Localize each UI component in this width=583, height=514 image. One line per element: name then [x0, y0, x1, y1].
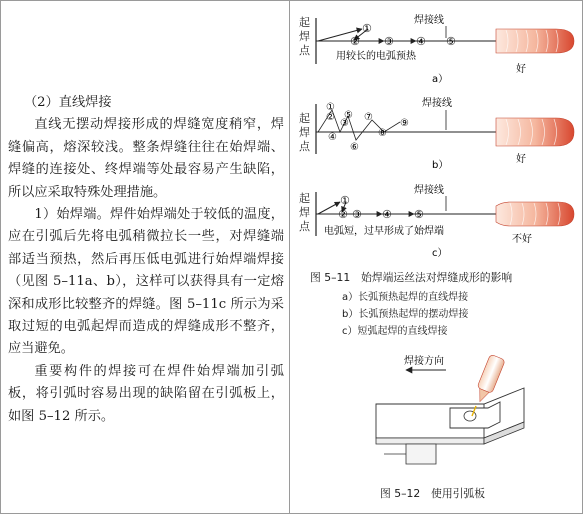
paragraph-1: 直线无摆动焊接形成的焊缝宽度稍窄，焊缝偏高，熔深较浅。整条焊缝往往在始焊端、焊缝的连接处、终焊端等处最容易产生缺陷，所以应采取特殊处理措施。: [8, 117, 284, 200]
column-divider: [289, 0, 290, 514]
start-label-b-2: 焊: [299, 126, 310, 139]
figure-5-11-caption: 图 5–11 始焊端运丝法对焊缝成形的影响: [310, 271, 513, 284]
step-4-b: ④: [328, 132, 337, 143]
step-4-a: ④: [416, 35, 426, 48]
good-label-a: 好: [516, 64, 526, 75]
step-5-b: ⑤: [344, 110, 353, 121]
direction-label: 焊接方向: [404, 356, 444, 367]
step-3-b: ③: [340, 118, 349, 129]
step-1-a: ①: [362, 22, 372, 35]
letter-b: b）: [432, 160, 449, 171]
step-3-c: ③: [352, 208, 362, 221]
figure-5-11-sub-a: a）长弧预热起焊的直线焊接: [342, 292, 469, 303]
step-7-b: ⑦: [364, 112, 373, 123]
figure-5-11-sub-b: b）长弧预热起焊的摆动焊接: [342, 309, 469, 320]
figure-5-11: [296, 4, 580, 262]
step-1-c: ①: [340, 194, 350, 207]
start-label-c-3: 点: [299, 220, 310, 233]
step-2-c: ②: [338, 208, 348, 221]
note-c: 电弧短，过早形成了始焊端: [324, 226, 444, 237]
figure-c: [299, 183, 574, 259]
step-6-b: ⑥: [350, 142, 359, 153]
step-2-b: ②: [326, 112, 335, 123]
step-9-b: ⑨: [400, 118, 409, 129]
step-5-a: ⑤: [446, 35, 456, 48]
weld-line-label-c: 焊接线: [414, 185, 444, 196]
paragraph-3: 重要构件的焊接可在焊件始焊端加引弧板，将引弧时容易出现的缺陷留在引弧板上，如图 5–12 所示。: [8, 363, 284, 424]
section-heading: （2）直线焊接: [24, 95, 112, 110]
step-1-b: ①: [326, 102, 335, 113]
start-label-b-1: 起: [299, 112, 310, 125]
weld-line-label-b: 焊接线: [422, 98, 452, 109]
step-5-c: ⑤: [414, 208, 424, 221]
text-column: [8, 92, 284, 428]
start-label-a-1: 起: [299, 16, 310, 29]
good-label-b: 好: [516, 154, 526, 165]
figure-5-12: [366, 352, 536, 480]
figure-b: [299, 96, 574, 171]
step-2-a: ②: [350, 35, 360, 48]
note-a: 用较长的电弧预热: [336, 51, 416, 62]
start-label-a-3: 点: [299, 44, 310, 57]
bad-label-c: 不好: [512, 234, 532, 245]
start-label-c-1: 起: [299, 192, 310, 205]
figure-a: [299, 13, 574, 85]
start-label-b-3: 点: [299, 140, 310, 153]
letter-a: a）: [432, 74, 449, 85]
paragraph-2: 1）始焊端。焊件始焊端处于较低的温度，应在引弧后先将电弧稍微拉长一些，对焊缝端部适当预热，然后再压低电弧进行始焊端焊接（见图 5–11a、b），这样可以获得具有一定熔深和成形比较整齐的焊缝。图 5–11c 所示为采取过短的电弧起焊而造成的焊缝成形不整齐，应当避免。: [8, 207, 284, 357]
step-3-a: ③: [384, 35, 394, 48]
start-label-c-2: 焊: [299, 206, 310, 219]
figure-5-12-caption: 图 5–12 使用引弧板: [380, 487, 486, 500]
start-label-a-2: 焊: [299, 30, 310, 43]
step-8-b: ⑧: [378, 128, 387, 139]
figure-5-11-sub-c: c）短弧起焊的直线焊接: [342, 326, 448, 337]
weld-line-label-a: 焊接线: [414, 15, 444, 26]
letter-c: c）: [432, 248, 448, 259]
step-4-c: ④: [382, 208, 392, 221]
